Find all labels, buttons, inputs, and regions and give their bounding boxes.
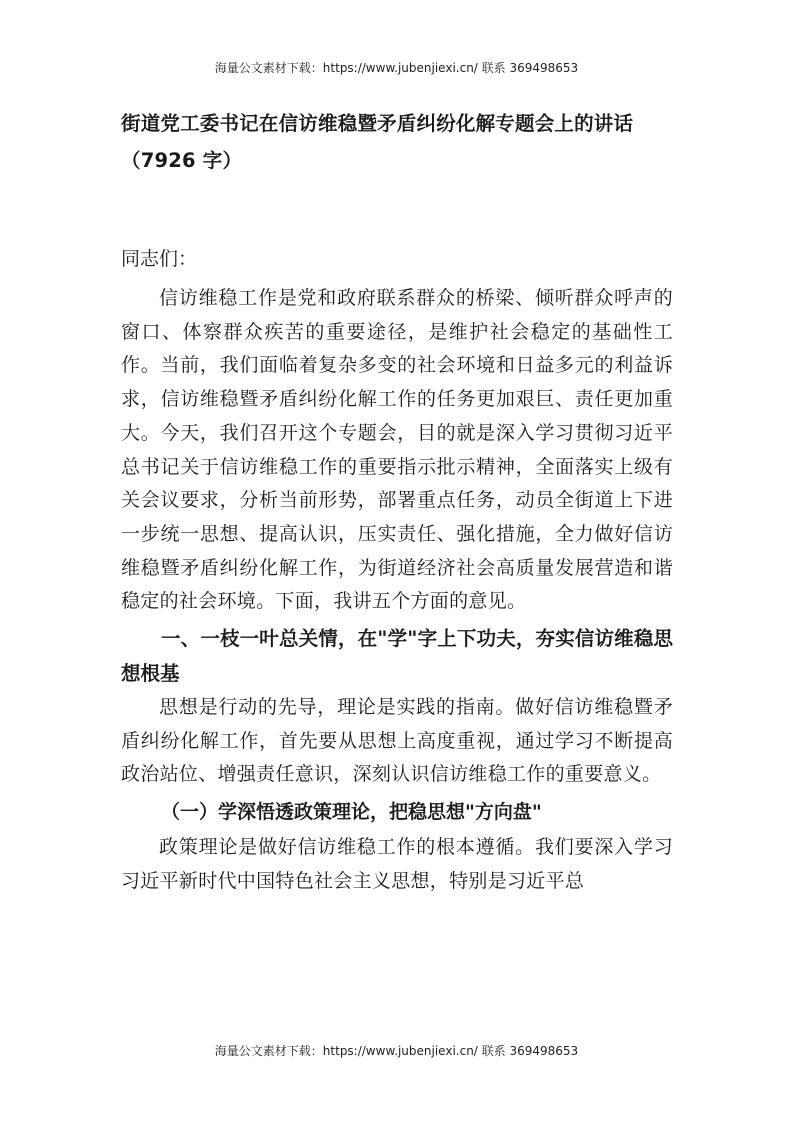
page-header: 海量公文素材下载：https://www.jubenjiexi.cn/ 联系 369498653 (214, 61, 579, 75)
salutation: 同志们： (121, 248, 198, 270)
page-footer: 海量公文素材下载：https://www.jubenjiexi.cn/ 联系 369498653 (214, 1044, 579, 1058)
paragraph-subsection-1: 政策理论是做好信访维稳工作的根本遵循。我们要深入学习习近平新时代中国特色社会主义思想，特别是习近平总 (121, 836, 673, 892)
paragraph-intro: 信访维稳工作是党和政府联系群众的桥梁、倾听群众呼声的窗口、体察群众疾苦的重要途径，是维护社会稳定的基础性工作。当前，我们面临着复杂多变的社会环境和日益多元的利益诉求，信访维稳暨矛盾纠纷化解工作的任务更加艰巨、责任更加重大。今天，我们召开这个专题会，目的就是深入学习贯彻习近平总书记关于信访维稳工作的重要指示批示精神，全面落实上级有关会议要求，分析当前形势，部署重点任务，动员全街道上下进一步统一思想、提高认识，压实责任、强化措施，全力做好信访维稳暨矛盾纠纷化解工作，为街道经济社会高质量发展营造和谐稳定的社会环境。下面，我讲五个方面的意见。 (121, 287, 673, 613)
document-body (121, 105, 673, 899)
subsection-heading-1: （一）学深悟透政策理论，把稳思想"方向盘" (161, 801, 542, 824)
paragraph-section-1: 思想是行动的先导，理论是实践的指南。做好信访维稳暨矛盾纠纷化解工作，首先要从思想上高度重视，通过学习不断提高政治站位、增强责任意识，深刻认识信访维稳工作的重要意义。 (121, 696, 673, 786)
section-heading-1: 一、一枝一叶总关情，在"学"字上下功夫，夯实信访维稳思想根基 (121, 627, 673, 686)
document-title: 街道党工委书记在信访维稳暨矛盾纠纷化解专题会上的讲话（7926 字） (121, 112, 634, 172)
